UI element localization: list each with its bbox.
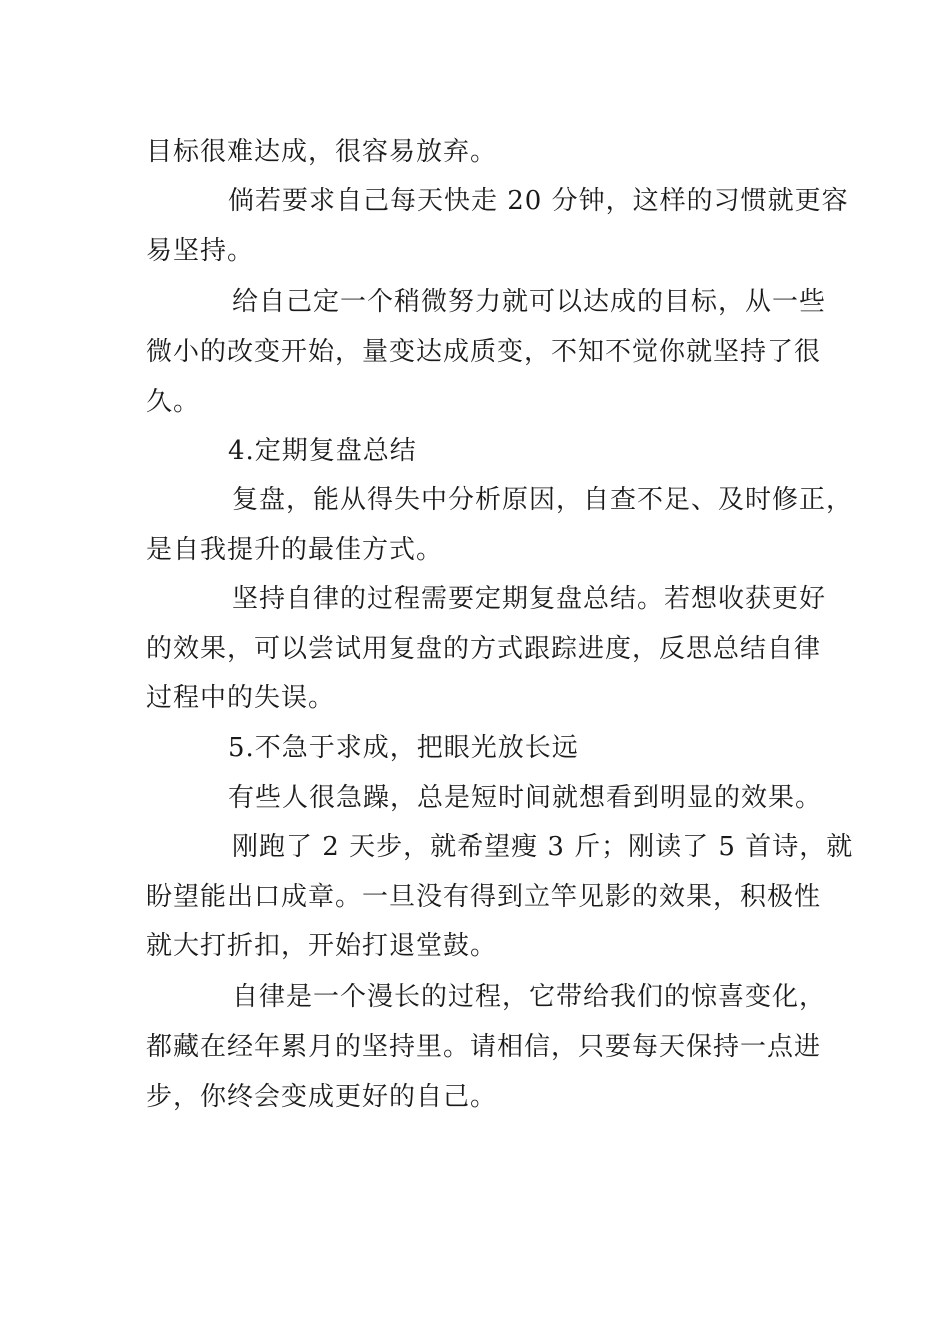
text-line: 易坚持。 — [146, 236, 255, 266]
section-heading: 4.定期复盘总结 — [228, 436, 417, 466]
text-line: 给自己定一个稍微努力就可以达成的目标，从一些 — [232, 287, 827, 317]
text-line: 都藏在经年累月的坚持里。请相信，只要每天保持一点进 — [146, 1032, 822, 1062]
section-heading: 5.不急于求成，把眼光放长远 — [228, 733, 579, 763]
text-line: 就大打折扣，开始打退堂鼓。 — [146, 931, 498, 961]
text-line: 复盘，能从得失中分析原因，自查不足、及时修正， — [232, 485, 854, 515]
text-line: 步，你终会变成更好的自己。 — [146, 1082, 498, 1112]
text-line: 有些人很急躁，总是短时间就想看到明显的效果。 — [228, 783, 823, 813]
text-line: 的效果，可以尝试用复盘的方式跟踪进度，反思总结自律 — [146, 634, 822, 664]
text-line: 目标很难达成，很容易放弃。 — [146, 137, 498, 167]
text-line: 坚持自律的过程需要定期复盘总结。若想收获更好 — [232, 584, 827, 614]
text-line: 倘若要求自己每天快走 20 分钟，这样的习惯就更容 — [228, 186, 849, 216]
text-line: 久。 — [146, 387, 201, 417]
text-line: 是自我提升的最佳方式。 — [146, 535, 444, 565]
text-line: 自律是一个漫长的过程，它带给我们的惊喜变化， — [232, 982, 827, 1012]
text-line: 盼望能出口成章。一旦没有得到立竿见影的效果，积极性 — [146, 882, 822, 912]
text-line: 微小的改变开始，量变达成质变，不知不觉你就坚持了很 — [146, 337, 822, 367]
text-line: 刚跑了 2 天步，就希望瘦 3 斤；刚读了 5 首诗，就 — [232, 832, 854, 862]
text-line: 过程中的失误。 — [146, 683, 336, 713]
